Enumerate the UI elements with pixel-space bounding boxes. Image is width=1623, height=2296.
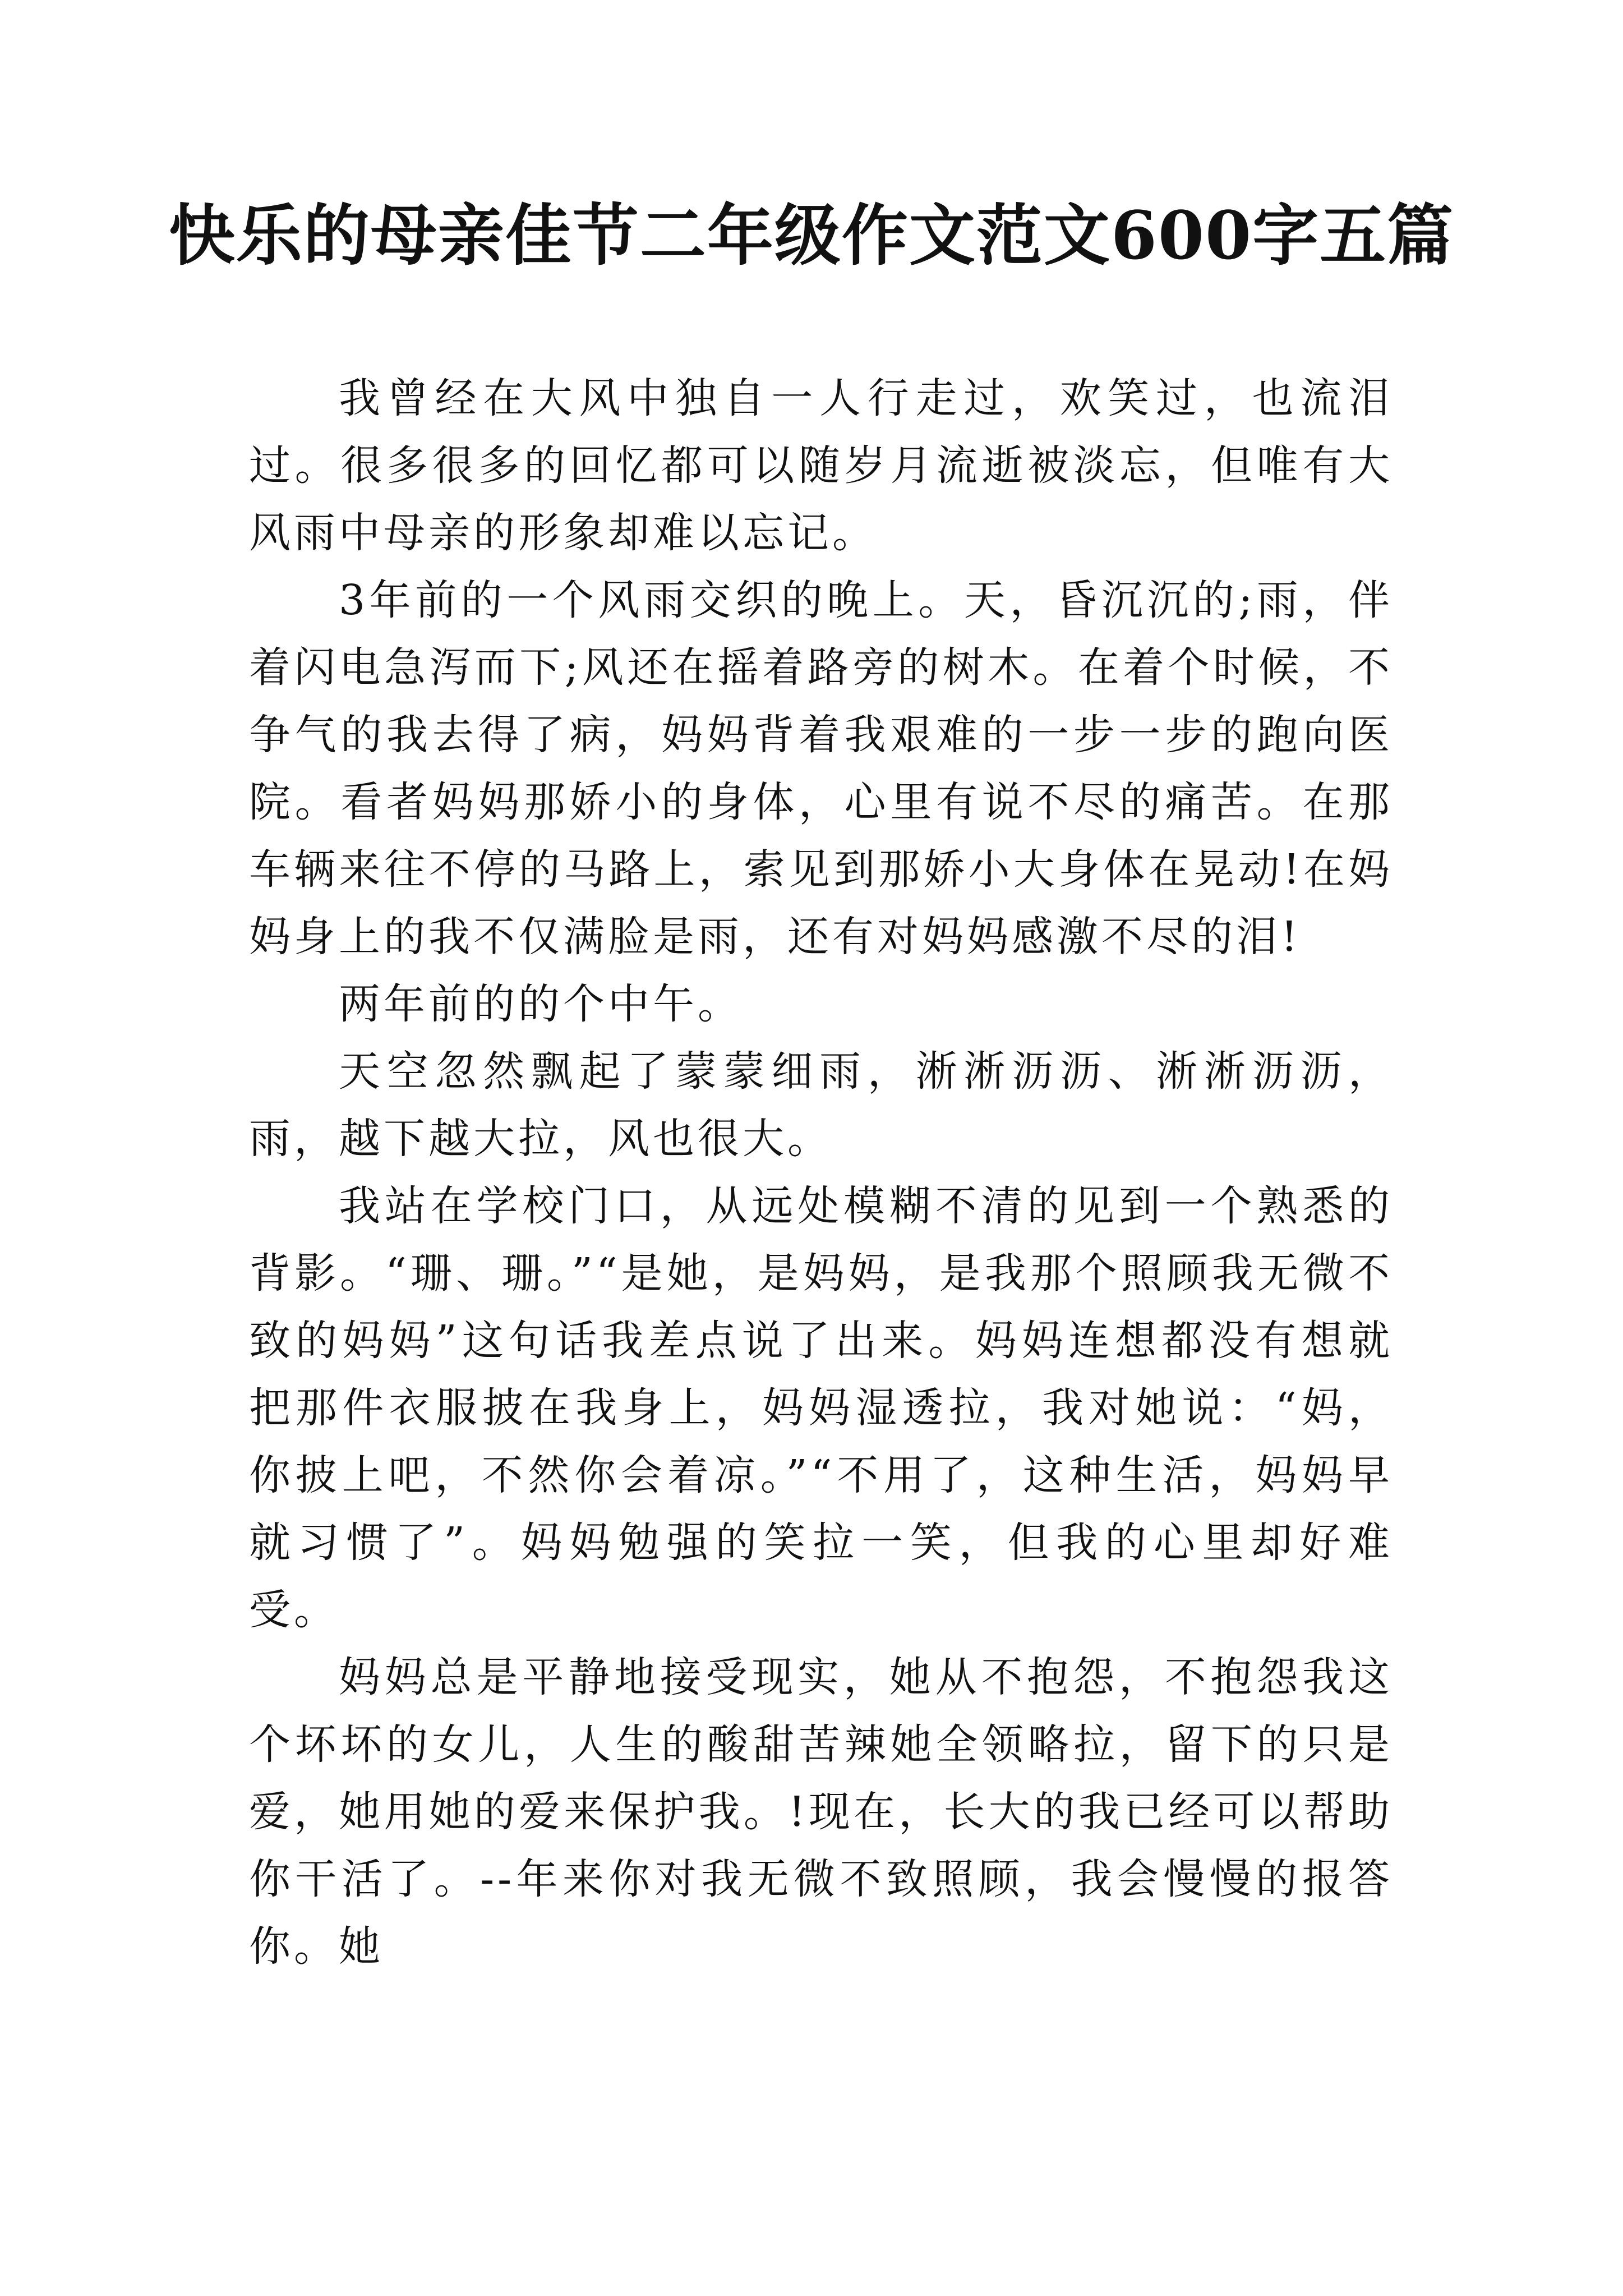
paragraph: 天空忽然飘起了蒙蒙细雨，淅淅沥沥、淅淅沥沥，雨，越下越大拉，风也很大。 — [249, 1047, 1393, 1163]
paragraph: 两年前的的个中午。 — [339, 980, 743, 1028]
document-body — [249, 365, 1393, 1980]
paragraph: 我曾经在大风中独自一人行走过，欢笑过，也流泪过。很多很多的回忆都可以随岁月流逝被淡忘，但唯有大风雨中母亲的形象却难以忘记。 — [249, 374, 1393, 557]
paragraph: 妈妈总是平静地接受现实，她从不抱怨，不抱怨我这个坏坏的女儿，人生的酸甜苦辣她全领略拉，留下的只是爱，她用她的爱来保护我。!现在，长大的我已经可以帮助你干活了。--年来你对我无微不致照顾，我会慢慢的报答你。她 — [249, 1653, 1393, 1971]
document-title: 快乐的母亲佳节二年级作文范文600字五篇 — [168, 196, 1455, 274]
paragraph: 3年前的一个风雨交织的晚上。天，昏沉沉的;雨，伴着闪电急泻而下;风还在摇着路旁的树木。在着个时候，不争气的我去得了病，妈妈背着我艰难的一步一步的跑向医院。看者妈妈那娇小的身体，心里有说不尽的痛苦。在那车辆来往不停的马路上，索见到那娇小大身体在晃动!在妈妈身上的我不仅满脸是雨，还有对妈妈感激不尽的泪! — [249, 576, 1393, 961]
paragraph: 我站在学校门口，从远处模糊不清的见到一个熟悉的背影。“珊、珊。”“是她，是妈妈，是我那个照顾我无微不致的妈妈”这句话我差点说了出来。妈妈连想都没有想就把那件衣服披在我身上，妈妈湿透拉，我对她说：“妈，你披上吧，不然你会着凉。”“不用了，这种生活，妈妈早就习惯了”。妈妈勉强的笑拉一笑，但我的心里却好难受。 — [249, 1182, 1393, 1634]
